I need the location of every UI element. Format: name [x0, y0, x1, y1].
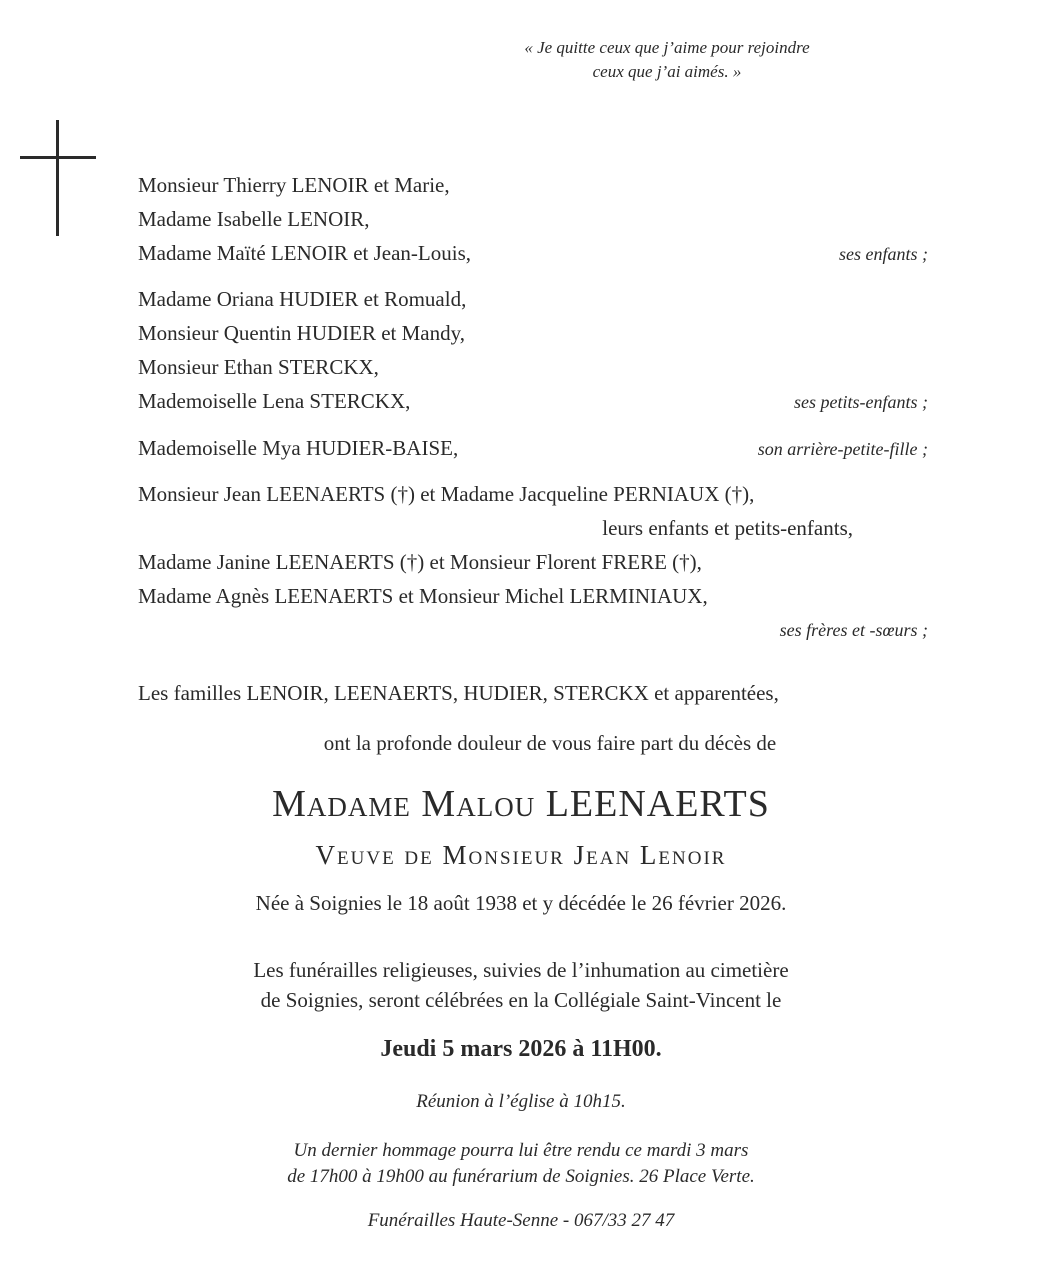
- family-line: [138, 579, 928, 613]
- funeral-director: Funérailles Haute-Senne - 067/33 27 47: [367, 1210, 675, 1231]
- family-line: [138, 282, 928, 316]
- meeting-time: Réunion à l’église à 10h15.: [416, 1091, 626, 1112]
- relation-label: ses petits-enfants ;: [794, 392, 928, 412]
- name-line: Madame Maïté LENOIR et Jean-Louis,: [138, 241, 471, 265]
- family-line: [138, 477, 928, 511]
- family-line: [138, 511, 928, 545]
- born-died: Née à Soignies le 18 août 1938 et y décédée le 26 février 2026.: [255, 891, 787, 915]
- quote-line-2: ceux que j’ai aimés. »: [592, 62, 742, 81]
- family-line: [138, 316, 928, 350]
- name-line: Madame Agnès LEENAERTS et Monsieur Michel LERMINIAUX,: [138, 584, 708, 608]
- name-line: Monsieur Ethan STERCKX,: [138, 355, 379, 379]
- family-line: [138, 236, 928, 270]
- family-line: [138, 545, 928, 579]
- families-line: Les familles LENOIR, LEENAERTS, HUDIER, STERCKX et apparentées,: [138, 681, 779, 705]
- children-group: [138, 168, 928, 270]
- family-line: [138, 350, 928, 384]
- widow-of: Veuve de Monsieur Jean Lenoir: [315, 840, 727, 870]
- name-line: Madame Isabelle LENOIR,: [138, 207, 370, 231]
- deceased-surname: LEENAERTS: [545, 783, 770, 825]
- funeral-line-1: Les funérailles religieuses, suivies de l’inhumation au cimetière: [253, 958, 789, 982]
- announce-line: ont la profonde douleur de vous faire part du décès de: [323, 731, 777, 755]
- family-line: [138, 202, 928, 236]
- tribute-info: [0, 1138, 1042, 1190]
- siblings-group: [138, 477, 928, 647]
- funeral-date: Jeudi 5 mars 2026 à 11H00.: [380, 1036, 662, 1062]
- relation-label: ses enfants ;: [839, 244, 928, 264]
- quote-line-1: « Je quitte ceux que j’aime pour rejoindre: [524, 38, 810, 57]
- name-line: Monsieur Quentin HUDIER et Mandy,: [138, 321, 466, 345]
- family-line: [138, 431, 928, 465]
- announcement: [0, 676, 1042, 760]
- family-line: [138, 168, 928, 202]
- relation-label: son arrière-petite-fille ;: [757, 439, 928, 459]
- relation-label: ses frères et -sœurs ;: [779, 620, 928, 640]
- deceased-name: [0, 782, 1042, 826]
- name-line: Monsieur Thierry LENOIR et Marie,: [138, 173, 450, 197]
- cross-icon: [20, 120, 96, 236]
- name-line: Monsieur Jean LEENAERTS (†) et Madame Jacqueline PERNIAUX (†),: [138, 482, 755, 506]
- funeral-line-2: de Soignies, seront célébrées en la Collégiale Saint-Vincent le: [260, 988, 782, 1012]
- name-line: Mademoiselle Mya HUDIER-BAISE,: [138, 436, 459, 460]
- name-line: leurs enfants et petits-enfants,: [602, 516, 853, 540]
- tribute-line-2: de 17h00 à 19h00 au funérarium de Soignies. 26 Place Verte.: [287, 1166, 755, 1187]
- name-line: Madame Oriana HUDIER et Romuald,: [138, 287, 467, 311]
- name-line: Madame Janine LEENAERTS (†) et Monsieur Florent FRERE (†),: [138, 550, 702, 574]
- family-line: [138, 613, 928, 647]
- epigraph-quote: [457, 36, 877, 84]
- deceased-name-prefix: Madame Malou: [272, 783, 536, 825]
- funeral-info: [0, 955, 1042, 1015]
- grandchildren-group: [138, 282, 928, 418]
- family-line: [138, 384, 928, 418]
- great-grandchild-group: [138, 431, 928, 465]
- tribute-line-1: Un dernier hommage pourra lui être rendu ce mardi 3 mars: [293, 1140, 749, 1161]
- name-line: Mademoiselle Lena STERCKX,: [138, 389, 411, 413]
